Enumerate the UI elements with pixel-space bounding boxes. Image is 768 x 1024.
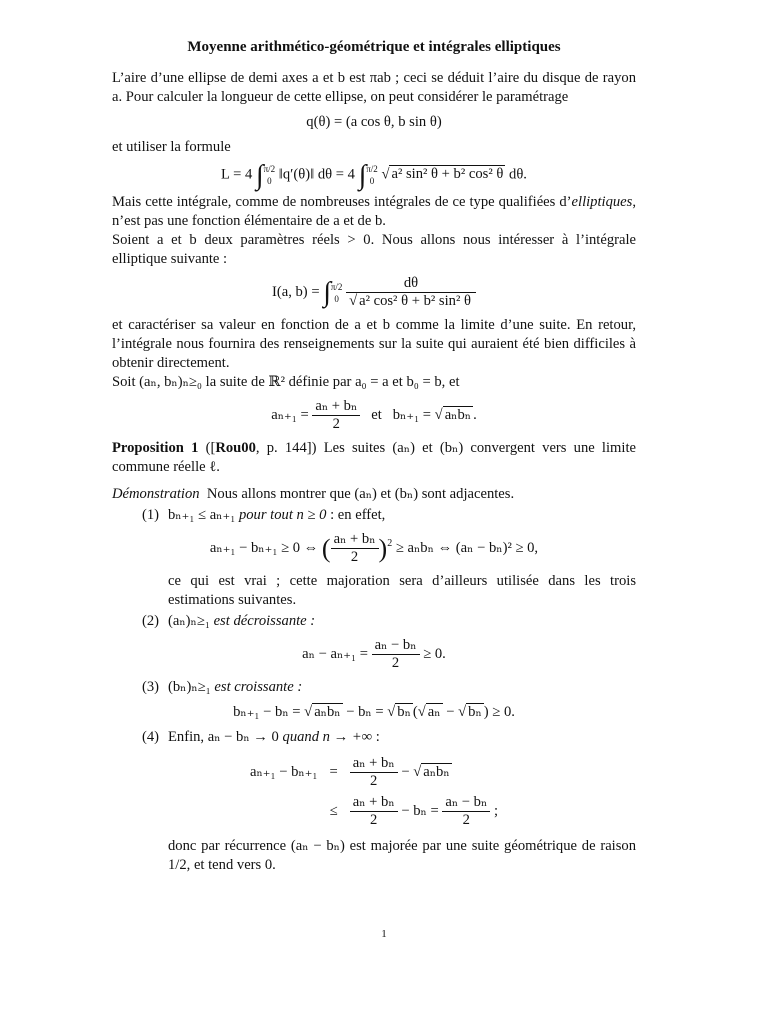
integral-sign: ∫	[255, 159, 264, 191]
list-item-1-followup: ce qui est vrai ; cette majoration sera d’ailleurs utilisée dans les trois estimations suivantes.	[168, 573, 636, 608]
integral-limits: π/2 0	[263, 164, 276, 186]
equation-item-2: aₙ − aₙ₊₁ = $\frac{\text{aₙ − bₙ}}{2}$ ≥ 0.	[302, 637, 446, 671]
eq-L-mid: ‖q′(θ)‖ dθ = 4	[278, 166, 355, 183]
equation-parametrage: q(θ) = (a cos θ, b sin θ)	[306, 114, 442, 130]
list-item-4-followup: donc par récurrence (aₙ − bₙ) est majorée par une suite géométrique de raison 1/2, et tend vers 0.	[168, 838, 636, 873]
proposition-label: Proposition 1	[112, 440, 199, 456]
eq-L-left: L = 4	[221, 166, 253, 183]
equation-item-3: bₙ₊₁ − bₙ = √ aₙbₙ − bₙ = √ bₙ (√ aₙ − √ bₙ ) ≥ 0.	[233, 704, 515, 720]
eq-L-radicand: a² sin² θ + b² cos² θ	[391, 166, 504, 183]
demonstration-label: Démonstration	[112, 486, 200, 502]
equation-item-1: aₙ₊₁ − bₙ₊₁ ≥ 0 ⇔ ( $\frac{\text{aₙ + bₙ}}{2}$ )$^2$ ≥ aₙbₙ ⇔ (aₙ − bₙ)² ≥ 0,	[209, 531, 539, 565]
emph-elliptiques: elliptiques	[571, 194, 633, 210]
page-number: 1	[381, 928, 387, 940]
equation-integral-I: I(a, b) = ∫π/2 0 $\frac{d\theta}{\text{√ a² cos² θ + b² sin² θ}}$	[112, 275, 636, 310]
equation-length: L = 4 ∫π/2 0 ‖q′(θ)‖ dθ = 4 ∫π/2 0 √ a² sin² θ + b² cos² θ dθ.	[221, 159, 527, 191]
list-item-2: (2) (aₙ)ₙ≥₁ est décroissante :	[142, 613, 316, 629]
proposition-1: Proposition 1 ([Rou00, p. 144]) Les suites (aₙ) et (bₙ) convergent vers une limite commune réelle ℓ.	[112, 440, 636, 475]
fraction-recurrence: $\frac{\text{aₙ + bₙ}}{2}$	[312, 398, 360, 433]
paragraph-intro: L’aire d’une ellipse de demi axes a et b est πab ; ceci se déduit l’aire du disque de rayon a. Pour calculer la longueur de cette ellipse, on peut considérer le paramétrage	[112, 70, 636, 105]
eq-L-end: dθ.	[509, 166, 527, 183]
list-item-1: (1) bₙ₊₁ ≤ aₙ₊₁ pour tout n ≥ 0 : en effet,	[142, 507, 386, 523]
integral-sign: ∫	[323, 277, 331, 308]
integral-sign: ∫	[358, 159, 367, 191]
integral-limits: π/2 0	[330, 281, 343, 304]
integral-limits: π/2 0	[366, 164, 378, 186]
paragraph-parametres: Soient a et b deux paramètres réels > 0. Nous allons nous intéresser à l’intégrale elliptique suivante :	[112, 232, 636, 267]
paragraph-elliptiques: Mais cette intégrale, comme de nombreuses intégrales de ce type qualifiées d’elliptiques, n’est pas une fonction élémentaire de a et de b.	[112, 194, 636, 229]
list-item-4: (4) Enfin, aₙ − bₙ → 0 quand n → +∞ :	[142, 729, 380, 745]
fraction-I: $\frac{d\theta}{\text{√ a² cos² θ + b² sin² θ}}$	[346, 275, 476, 310]
demonstration: Démonstration Nous allons montrer que (aₙ) et (bₙ) sont adjacentes.	[112, 486, 515, 502]
citation-link[interactable]: Rou00	[215, 440, 256, 456]
equation-recurrence: aₙ₊₁ = $\frac{\text{aₙ + bₙ}}{2}$ et bₙ₊₁ = √ aₙbₙ .	[271, 398, 477, 432]
equation-item-4: aₙ₊₁ − bₙ₊₁ = $\frac{\text{aₙ + bₙ}}{2}$ − √ aₙbₙ ≤ $\frac{\text{aₙ + bₙ}}{2}$ − bₙ = $\frac{\text{aₙ − bₙ}}{2}$ ;	[249, 755, 499, 828]
paragraph-suite: Soit (aₙ, bₙ)ₙ≥₀ la suite de ℝ² définie par a₀ = a et b₀ = b, et	[112, 374, 460, 390]
paragraph-formule: et utiliser la formule	[112, 139, 231, 155]
document-title: Moyenne arithmético-géométrique et intégrales elliptiques	[187, 39, 561, 55]
paragraph-caracteriser: et caractériser sa valeur en fonction de a et b comme la limite d’une suite. En retour, l’intégrale nous fournira des renseignements sur la suite qui auraient été bien difficiles à obtenir directement.	[112, 317, 636, 371]
document-page	[112, 38, 636, 875]
list-item-3: (3) (bₙ)ₙ≥₁ est croissante :	[142, 679, 303, 695]
